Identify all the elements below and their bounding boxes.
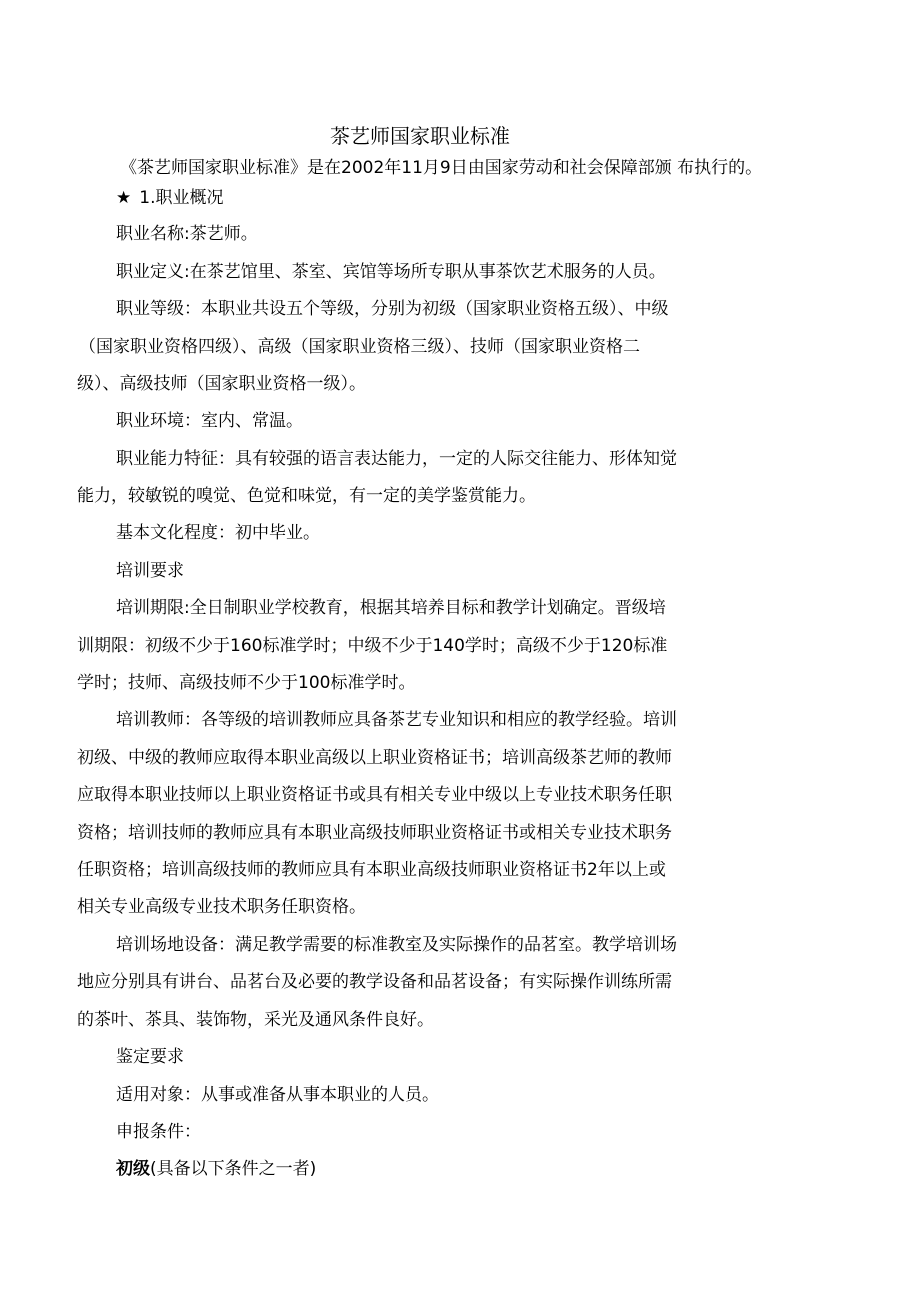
text-line: 职业能力特征：具有较强的语言表达能力，一定的人际交往能力、形体知觉 [116,449,677,469]
document-title: 茶艺师国家职业标准 [330,124,510,148]
text-line: 相关专业高级专业技术职务任职资格。 [77,897,366,917]
text-line: 鉴定要求 [116,1047,184,1067]
text-line: 培训期限:全日制职业学校教育，根据其培养目标和教学计划确定。晋级培 [116,598,666,618]
text-line: 学时；技师、高级技师不少于100标准学时。 [77,673,416,693]
text-line: （国家职业资格四级）、高级（国家职业资格三级）、技师（国家职业资格二 [79,337,640,357]
text-line: 地应分别具有讲台、品茗台及必要的教学设备和品茗设备；有实际操作训练所需 [77,972,672,992]
section-heading-text: 1.职业概况 [139,188,224,208]
text-line: 资格；培训技师的教师应具有本职业高级技师职业资格证书或相关专业技术职务 [77,823,672,843]
text-line: 应取得本职业技师以上职业资格证书或具有相关专业中级以上专业技术职务任职 [77,785,672,805]
section-heading [116,186,223,210]
text-line: 培训教师：各等级的培训教师应具备茶艺专业知识和相应的教学经验。培训 [116,710,677,730]
last-line [116,1157,316,1181]
text-line: 适用对象：从事或准备从事本职业的人员。 [116,1085,439,1105]
text-line: 能力，较敏锐的嗅觉、色觉和味觉，有一定的美学鉴赏能力。 [77,486,536,506]
text-line: 任职资格；培训高级技师的教师应具有本职业高级技师职业资格证书2年以上或 [77,860,666,880]
text-line: 职业环境：室内、常温。 [116,411,303,431]
text-line: 训期限：初级不少于160标准学时；中级不少于140学时；高级不少于120标准 [77,636,668,656]
text-line: 申报条件： [116,1122,201,1142]
text-line: 级）、高级技师（国家职业资格一级）。 [77,374,366,394]
level-label: 初级 [116,1159,150,1179]
text-line: 基本文化程度：初中毕业。 [116,523,320,543]
text-line: 培训场地设备：满足教学需要的标准教室及实际操作的品茗室。教学培训场 [116,935,677,955]
text-line: 培训要求 [116,561,184,581]
text-line: 初级、中级的教师应取得本职业高级以上职业资格证书；培训高级茶艺师的教师 [77,748,672,768]
text-line: 职业名称:茶艺师。 [116,224,258,244]
intro-paragraph: 《茶艺师国家职业标准》是在2002年11月9日由国家劳动和社会保障部颁 布执行的。 [120,158,763,178]
text-line: 职业等级：本职业共设五个等级，分别为初级（国家职业资格五级）、中级 [116,299,669,319]
level-condition: (具备以下条件之一者) [150,1159,317,1179]
star-icon: ★ [116,188,132,208]
text-line: 的茶叶、茶具、装饰物，采光及通风条件良好。 [77,1010,434,1030]
text-line: 职业定义:在茶艺馆里、茶室、宾馆等场所专职从事茶饮艺术服务的人员。 [116,262,666,282]
